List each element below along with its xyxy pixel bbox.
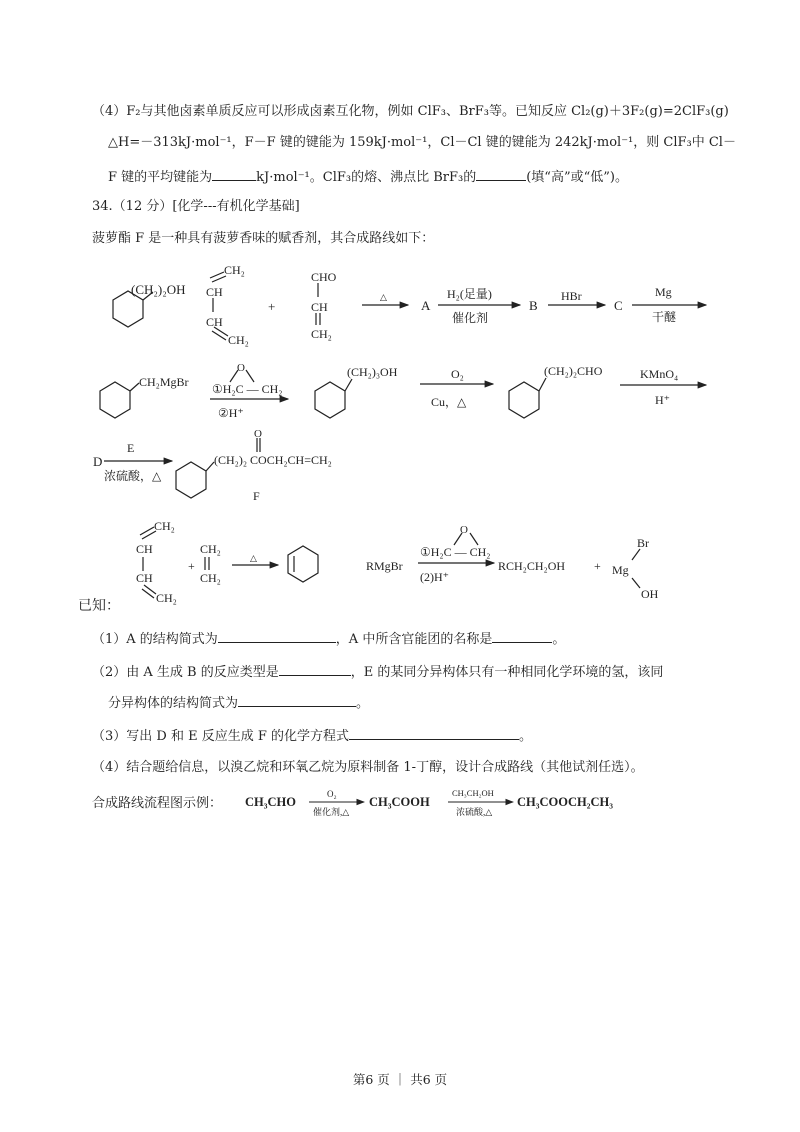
compound-c: C: [614, 298, 623, 313]
known-br: Br: [637, 536, 649, 550]
known-diene-bond-3a: [144, 585, 156, 594]
cyclohexane-ring-5: [176, 462, 206, 498]
mg-oh-bond: [632, 578, 640, 588]
cond-conc-h2so4: 浓硫酸，△: [104, 469, 162, 483]
compound-a: A: [421, 298, 431, 313]
page-footer: 第6 页 ｜ 共6 页: [352, 1072, 448, 1087]
answer-blank-equation[interactable]: [349, 726, 519, 740]
cyclohexane-ring-4: [509, 382, 539, 418]
answer-blank-reaction-type[interactable]: [279, 662, 351, 676]
answer-blank-a-structure[interactable]: [218, 629, 336, 643]
known-label: 已知：: [78, 598, 120, 614]
cond-hbr: HBr: [561, 289, 582, 303]
q33-4-line1: （4）F₂与其他卤素单质反应可以形成卤素互化物，例如 ClF₃、BrF₃等。已知反应 Cl₂(g)＋3F₂(g)=2ClF₃(g): [92, 104, 729, 119]
known-diene-bond-3b: [142, 589, 154, 598]
known-diene-c1: CH₂: [154, 519, 175, 533]
mg-br-bond: [632, 549, 640, 560]
cond-h2: H₂(足量): [447, 287, 492, 301]
reagent-e: E: [127, 441, 135, 455]
cond-dry-ether: 干醚: [652, 310, 677, 324]
known-epox-step2: (2)H⁺: [420, 570, 449, 584]
q34-1-c: 。: [552, 632, 566, 647]
cond-catalyst: 催化剂: [452, 311, 489, 325]
q33-4-line3-b: kJ·mol⁻¹。ClF₃的熔、沸点比 BrF₃的: [256, 170, 477, 185]
known-diene-c4: CH₂: [156, 591, 177, 605]
example-s1: CH₃CHO: [245, 795, 296, 809]
plus-2: +: [188, 559, 195, 573]
q34-intro: 菠萝酯 F 是一种具有菠萝香味的赋香剂，其合成路线如下：: [92, 231, 435, 246]
known-mg: Mg: [612, 563, 629, 577]
cyclohexane-ring-3: [315, 382, 345, 418]
q34-1-a: （1）A 的结构简式为: [92, 632, 218, 647]
example-c2-top: CH₃CH₂OH: [452, 788, 494, 798]
heat-2: △: [250, 553, 257, 563]
q34-1-b: ，A 中所含官能团的名称是: [335, 632, 493, 647]
q34-2-a: （2）由 A 生成 B 的反应类型是: [92, 665, 279, 680]
diene-c3: CH: [206, 315, 223, 329]
q34-2-cont: [108, 693, 369, 713]
diene-c1: CH₂: [224, 263, 245, 277]
answer-blank-isomer[interactable]: [238, 693, 356, 707]
diene-c4: CH₂: [228, 333, 249, 347]
known-epoxide-bond-2: [470, 533, 478, 545]
r2-aldehyde: (CH₂)₂CHO: [544, 364, 603, 378]
q34-4: （4）结合题给信息，以溴乙烷和环氧乙烷为原料制备 1-丁醇，设计合成路线（其他试剂任选）。: [92, 760, 644, 775]
example-s2: CH₃COOH: [369, 795, 430, 809]
q34-3: [92, 726, 532, 746]
example-c1-top: O₂: [327, 789, 337, 799]
example-label: 合成路线流程图示例：: [92, 796, 223, 811]
heat-1: △: [380, 292, 387, 302]
cond-kmno4: KMnO₄: [640, 367, 679, 381]
q34-2: [92, 662, 663, 682]
cyclohexane-ring-2: [100, 382, 130, 418]
q34-3-b: 。: [519, 729, 533, 744]
q34-2-c: 分异构体的结构简式为: [108, 696, 239, 711]
f-carbonyl-o: O: [254, 428, 262, 440]
plus-1: +: [268, 299, 276, 314]
cond-h-plus: H⁺: [655, 393, 670, 407]
r2-alcohol: (CH₂)₃OH: [347, 365, 398, 379]
answer-blank-functional-group[interactable]: [492, 629, 552, 643]
plus-3: +: [594, 559, 601, 573]
q34-2-b: ，E 的某同分异构体只有一种相同化学环境的氢，该同: [350, 665, 664, 680]
r1-substituent: (CH₂)₂OH: [131, 282, 186, 297]
known-rmgbr: RMgBr: [366, 559, 403, 573]
f-chain: (CH₂)₂ COCH₂CH=CH₂: [214, 453, 332, 467]
known-epoxide-o: O: [460, 524, 468, 536]
ethylene-c2: CH₂: [200, 571, 221, 585]
bond-2: [130, 383, 139, 391]
diene-bond-3b: [212, 331, 226, 340]
example-c1-bot: 催化剂,△: [313, 807, 350, 817]
known-epox-step1: ①H₂C — CH₂: [420, 545, 491, 559]
cond-cu-heat: Cu，△: [431, 395, 467, 409]
q33-4-line2: △H=－313kJ·mol⁻¹，F－F 键的键能为 159kJ·mol⁻¹，Cl－Cl 键的键能为 242kJ·mol⁻¹，则 ClF₃中 Cl－: [108, 135, 736, 150]
acrolein-ch: CH: [311, 300, 328, 314]
cyclohexene-ring: [288, 546, 318, 582]
q33-4-line3-a: F 键的平均键能为: [108, 170, 213, 185]
ethylene-c1: CH₂: [200, 542, 221, 556]
known-oh: OH: [641, 587, 659, 601]
q34-3-a: （3）写出 D 和 E 反应生成 F 的化学方程式: [92, 729, 349, 744]
acrolein-ch2: CH₂: [311, 327, 332, 341]
q34-1: [92, 629, 565, 649]
epoxide-step2: ②H⁺: [218, 406, 244, 420]
epoxide-step1: ①H₂C — CH₂: [212, 382, 283, 396]
epoxide-o: O: [237, 362, 245, 374]
cond-o2: O₂: [451, 367, 464, 381]
compound-b: B: [529, 298, 538, 313]
q33-4-line3-c: (填“高”或“低”)。: [526, 170, 628, 185]
diene-c2: CH: [206, 285, 223, 299]
known-diene-c3: CH: [136, 571, 153, 585]
q34-header: 34.（12 分）[化学---有机化学基础]: [92, 199, 300, 214]
known-product: RCH₂CH₂OH: [498, 559, 566, 573]
acrolein-cho: CHO: [311, 270, 337, 284]
grignard-label: CH₂MgBr: [139, 375, 189, 389]
example-c2-bot: 浓硫酸,△: [456, 807, 493, 817]
bond-4: [539, 378, 546, 391]
cond-mg: Mg: [655, 285, 672, 299]
known-diene-c2: CH: [136, 542, 153, 556]
epoxide-bond-2: [246, 370, 254, 382]
bond-5: [206, 462, 214, 471]
example-s3: CH₃COOCH₂CH₃: [517, 795, 613, 809]
q34-2-d: 。: [356, 696, 370, 711]
diene-bond-1: [210, 272, 224, 278]
bond-3: [345, 379, 352, 391]
compound-d: D: [93, 454, 103, 469]
compound-f: F: [253, 489, 260, 503]
